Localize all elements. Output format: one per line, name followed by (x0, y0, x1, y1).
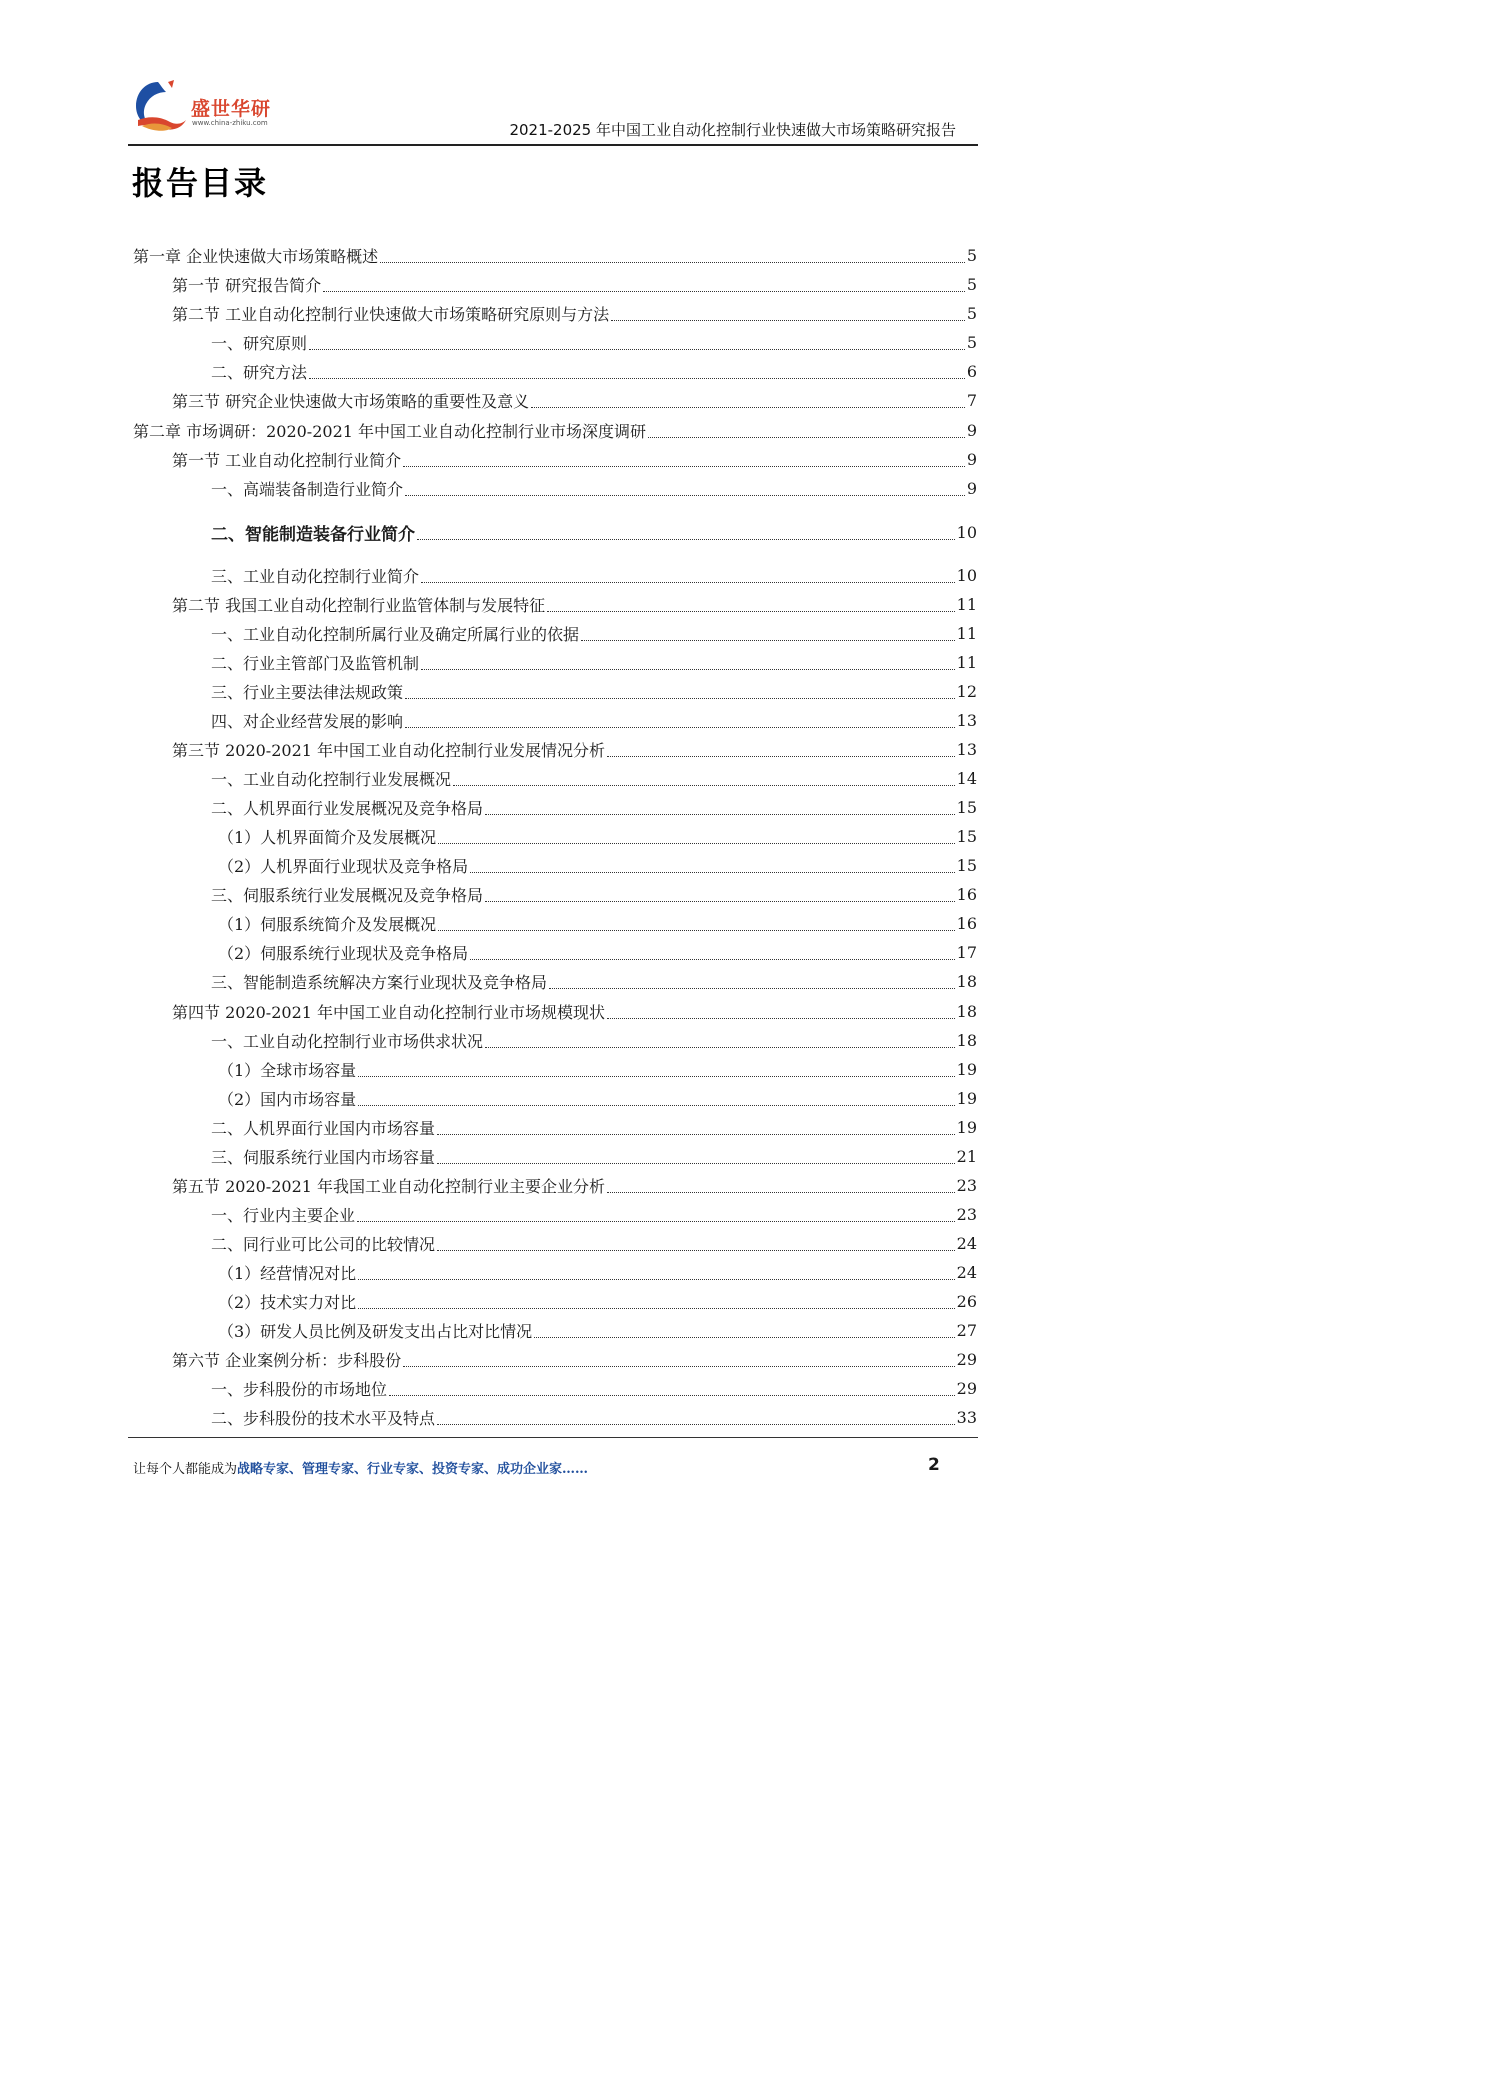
toc-entry-label: 二、同行业可比公司的比较情况 (211, 1234, 436, 1254)
toc-entry[interactable] (133, 243, 977, 267)
toc-entry-label: 三、伺服系统行业国内市场容量 (211, 1147, 436, 1167)
toc-entry-label: 第二节 我国工业自动化控制行业监管体制与发展特征 (172, 595, 546, 615)
toc-entry-page: 5 (966, 332, 977, 352)
toc-dot-leader (405, 727, 955, 728)
toc-entry-page: 27 (956, 1320, 977, 1340)
footer-slogan (133, 1458, 588, 1477)
toc-entry-page: 18 (956, 1030, 977, 1050)
logo-emblem-icon (128, 76, 190, 136)
toc-entry-page: 23 (956, 1204, 977, 1224)
toc-dot-leader (421, 669, 955, 670)
toc-entry-label: （2）国内市场容量 (218, 1089, 357, 1109)
toc-entry-label: （1）人机界面简介及发展概况 (218, 827, 437, 847)
toc-entry-label: 三、工业自动化控制行业简介 (211, 566, 420, 586)
toc-dot-leader (549, 988, 955, 989)
toc-entry-page: 16 (956, 884, 977, 904)
toc-entry-label: 第一节 研究报告简介 (172, 275, 322, 295)
toc-entry-page: 19 (956, 1059, 977, 1079)
toc-dot-leader (437, 1163, 955, 1164)
toc-entry-label: 一、高端装备制造行业简介 (211, 479, 404, 499)
toc-entry-label: 一、工业自动化控制行业市场供求状况 (211, 1031, 484, 1051)
toc-dot-leader (485, 901, 955, 902)
toc-entry[interactable] (172, 1347, 977, 1371)
toc-entry-page: 6 (966, 361, 977, 381)
toc-dot-leader (438, 843, 954, 844)
toc-entry[interactable] (133, 418, 977, 442)
toc-entry-label: 一、研究原则 (211, 333, 308, 353)
toc-dot-leader (470, 959, 954, 960)
toc-entry-label: 三、智能制造系统解决方案行业现状及竞争格局 (211, 972, 548, 992)
toc-entry-label: 二、人机界面行业国内市场容量 (211, 1118, 436, 1138)
toc-entry-page: 24 (956, 1262, 977, 1282)
toc-entry-page: 11 (956, 594, 977, 614)
toc-entry[interactable] (211, 330, 977, 354)
toc-dot-leader (309, 378, 965, 379)
toc-dot-leader (405, 698, 955, 699)
toc-entry-page: 13 (956, 739, 977, 759)
toc-dot-leader (358, 1105, 954, 1106)
toc-dot-leader (309, 349, 965, 350)
toc-entry-page: 17 (956, 942, 977, 962)
toc-entry-page: 5 (966, 303, 977, 323)
toc-entry[interactable] (218, 1289, 977, 1313)
toc-dot-leader (380, 262, 965, 263)
toc-entry-label: （3）研发人员比例及研发支出占比对比情况 (218, 1321, 533, 1341)
toc-entry[interactable] (218, 911, 977, 935)
toc-dot-leader (611, 320, 965, 321)
toc-entry-page: 13 (956, 710, 977, 730)
toc-entry[interactable] (211, 650, 977, 674)
toc-entry-page: 15 (956, 855, 977, 875)
toc-entry-page: 24 (956, 1233, 977, 1253)
toc-entry-label: 四、对企业经营发展的影响 (211, 711, 404, 731)
toc-dot-leader (607, 1018, 955, 1019)
toc-entry[interactable] (218, 940, 977, 964)
toc-entry[interactable] (211, 1028, 977, 1052)
toc-dot-leader (485, 1047, 955, 1048)
toc-entry-page: 15 (956, 826, 977, 846)
toc-entry-page: 10 (956, 522, 977, 542)
toc-entry-label: 第二章 市场调研：2020-2021 年中国工业自动化控制行业市场深度调研 (133, 421, 647, 441)
toc-entry[interactable] (211, 1202, 977, 1226)
toc-entry[interactable] (211, 476, 977, 500)
page-title: 报告目录 (132, 164, 269, 202)
toc-entry[interactable] (211, 766, 977, 790)
toc-dot-leader (531, 407, 965, 408)
toc-entry-page: 11 (956, 652, 977, 672)
toc-entry-label: （2）技术实力对比 (218, 1292, 357, 1312)
toc-entry-label: （2）伺服系统行业现状及竞争格局 (218, 943, 469, 963)
toc-entry-label: （1）全球市场容量 (218, 1060, 357, 1080)
toc-entry-label: 第六节 企业案例分析：步科股份 (172, 1350, 402, 1370)
toc-entry-page: 5 (966, 274, 977, 294)
report-title: 2021-2025 年中国工业自动化控制行业快速做大市场策略研究报告 (509, 121, 956, 139)
toc-entry-label: 一、步科股份的市场地位 (211, 1379, 388, 1399)
toc-dot-leader (437, 1250, 955, 1251)
toc-entry-label: 二、步科股份的技术水平及特点 (211, 1408, 436, 1428)
toc-entry-page: 29 (956, 1349, 977, 1369)
toc-entry[interactable] (218, 1318, 977, 1342)
toc-entry-label: 第四节 2020-2021 年中国工业自动化控制行业市场规模现状 (172, 1002, 606, 1022)
toc-entry[interactable] (211, 1231, 977, 1255)
toc-entry[interactable] (211, 1115, 977, 1139)
toc-dot-leader (417, 539, 955, 540)
toc-entry[interactable] (211, 708, 977, 732)
toc-entry[interactable] (172, 447, 977, 471)
company-logo (128, 76, 288, 136)
toc-entry-label: 一、工业自动化控制行业发展概况 (211, 769, 452, 789)
logo-name: 盛世华研 (191, 98, 272, 120)
toc-entry-page: 11 (956, 623, 977, 643)
toc-entry-page: 10 (956, 565, 977, 585)
toc-entry-label: 三、行业主要法律法规政策 (211, 682, 404, 702)
toc-entry[interactable] (211, 621, 977, 645)
toc-entry-page: 21 (956, 1146, 977, 1166)
toc-entry-label: 一、工业自动化控制所属行业及确定所属行业的依据 (211, 624, 580, 644)
toc-dot-leader (438, 930, 954, 931)
toc-entry-label: 一、行业内主要企业 (211, 1205, 356, 1225)
toc-entry[interactable] (211, 1376, 977, 1400)
toc-entry-page: 5 (966, 245, 977, 265)
toc-entry-label: 第五节 2020-2021 年我国工业自动化控制行业主要企业分析 (172, 1176, 606, 1196)
toc-entry-label: 二、行业主管部门及监管机制 (211, 653, 420, 673)
toc-entry-label: （1）经营情况对比 (218, 1263, 357, 1283)
toc-entry-label: 第三节 研究企业快速做大市场策略的重要性及意义 (172, 391, 530, 411)
toc-entry-label: 第二节 工业自动化控制行业快速做大市场策略研究原则与方法 (172, 304, 610, 324)
toc-entry[interactable] (218, 824, 977, 848)
toc-entry[interactable] (172, 999, 977, 1023)
toc-entry-page: 33 (956, 1407, 977, 1427)
toc-dot-leader (403, 466, 965, 467)
toc-dot-leader (357, 1221, 955, 1222)
toc-entry-page: 18 (956, 971, 977, 991)
toc-entry-label: 第一节 工业自动化控制行业简介 (172, 450, 402, 470)
toc-entry[interactable] (172, 737, 977, 761)
toc-dot-leader (358, 1308, 954, 1309)
toc-dot-leader (470, 872, 954, 873)
toc-entry[interactable] (211, 1405, 977, 1429)
toc-entry[interactable] (172, 272, 977, 296)
page-header (128, 76, 978, 146)
toc-entry-page: 7 (966, 390, 977, 410)
toc-entry-page: 16 (956, 913, 977, 933)
toc-dot-leader (534, 1337, 954, 1338)
toc-entry-page: 23 (956, 1175, 977, 1195)
toc-dot-leader (405, 495, 965, 496)
page-number: 2 (928, 1455, 940, 1475)
toc-entry-page: 9 (966, 420, 977, 440)
toc-entry-page: 9 (966, 449, 977, 469)
toc-entry[interactable] (172, 1173, 977, 1197)
toc-entry[interactable] (211, 359, 977, 383)
toc-entry-label: （1）伺服系统简介及发展概况 (218, 914, 437, 934)
toc-entry-page: 19 (956, 1088, 977, 1108)
toc-entry-page: 14 (956, 768, 977, 788)
toc-entry-page: 12 (956, 681, 977, 701)
header-divider (128, 144, 978, 146)
toc-dot-leader (437, 1134, 955, 1135)
toc-dot-leader (648, 437, 965, 438)
toc-entry-label: 二、人机界面行业发展概况及竞争格局 (211, 798, 484, 818)
toc-entry[interactable] (218, 853, 977, 877)
toc-dot-leader (389, 1395, 955, 1396)
toc-entry-label: （2）人机界面行业现状及竞争格局 (218, 856, 469, 876)
toc-entry-label: 第一章 企业快速做大市场策略概述 (133, 246, 379, 266)
toc-dot-leader (323, 291, 965, 292)
toc-entry-page: 9 (966, 478, 977, 498)
toc-entry[interactable] (172, 301, 977, 325)
toc-entry-label: 二、智能制造装备行业简介 (211, 524, 415, 545)
toc-dot-leader (547, 611, 955, 612)
toc-entry-label: 第三节 2020-2021 年中国工业自动化控制行业发展情况分析 (172, 740, 606, 760)
toc-dot-leader (421, 582, 955, 583)
toc-entry[interactable] (172, 592, 977, 616)
footer-slogan-prefix: 让每个人都能成为 (133, 1462, 238, 1477)
toc-entry-label: 二、研究方法 (211, 362, 308, 382)
toc-entry-page: 29 (956, 1378, 977, 1398)
toc-dot-leader (358, 1076, 954, 1077)
toc-entry[interactable] (211, 882, 977, 906)
toc-entry[interactable] (211, 1144, 977, 1168)
toc-entry-page: 18 (956, 1001, 977, 1021)
toc-dot-leader (437, 1424, 955, 1425)
toc-dot-leader (607, 1192, 955, 1193)
toc-entry-page: 15 (956, 797, 977, 817)
toc-entry[interactable] (211, 563, 977, 587)
logo-url: www.china-zhiku.com (192, 119, 268, 127)
toc-entry[interactable] (211, 795, 977, 819)
toc-dot-leader (358, 1279, 954, 1280)
toc-entry[interactable] (211, 679, 977, 703)
toc-dot-leader (581, 640, 955, 641)
toc-entry[interactable] (211, 520, 977, 544)
toc-entry[interactable] (172, 388, 977, 412)
footer-divider (128, 1437, 978, 1438)
toc-entry-page: 26 (956, 1291, 977, 1311)
toc-entry[interactable] (218, 1086, 977, 1110)
footer-slogan-emphasis: 战略专家、管理专家、行业专家、投资专家、成功企业家…… (237, 1462, 589, 1477)
toc-dot-leader (485, 814, 955, 815)
toc-dot-leader (453, 785, 955, 786)
toc-entry[interactable] (218, 1057, 977, 1081)
toc-entry-label: 三、伺服系统行业发展概况及竞争格局 (211, 885, 484, 905)
toc-entry-page: 19 (956, 1117, 977, 1137)
toc-dot-leader (607, 756, 955, 757)
toc-dot-leader (403, 1366, 955, 1367)
toc-entry[interactable] (211, 969, 977, 993)
toc-entry[interactable] (218, 1260, 977, 1284)
